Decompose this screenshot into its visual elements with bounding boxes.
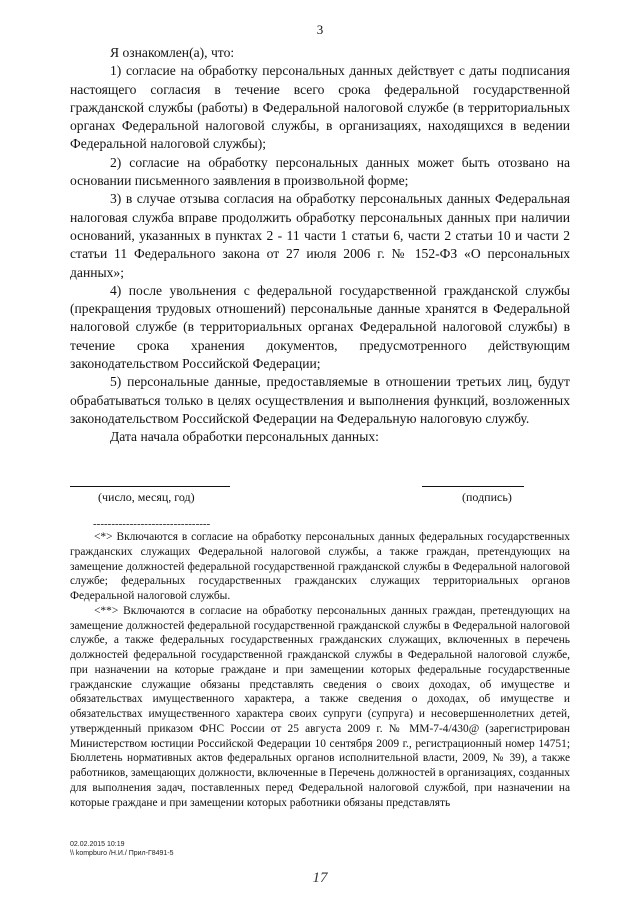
footnote-divider: -------------------------------- bbox=[93, 518, 211, 530]
print-stamp bbox=[70, 840, 174, 858]
consent-item-4: 4) после увольнения с федеральной государственной гражданской службы (прекращения трудовых отношений) персональные данные хранятся в Федеральной налоговой службе (в территориальных органах Федеральной налоговой службы) в течение срока хранения документов, предусмотренного действующим законодательством Российской Федерации; bbox=[70, 282, 570, 372]
date-caption: (число, месяц, год) bbox=[98, 490, 195, 504]
footnote-2: <**> Включаются в согласие на обработку персональных данных граждан, претендующих на замещение должностей федеральной государственной гражданской службы в Федеральной налоговой службе, а также федеральных государственных гражданских служащих, включенных в перечень должностей федеральной государственной гражданской службы в Федеральной налоговой службе, при назначении на которые граждане и при замещении которых федеральные государственные гражданские служащие обязаны представлять сведения о своих доходах, об имуществе и обязательствах имущественного характера, а также сведения о доходах, об имуществе и обязательствах имущественного характера своих супруги (супруга) и несовершеннолетних детей, утвержденный приказом ФНС России от 25 августа 2009 г. № ММ-7-4/430@ (зарегистрирован Министерством юстиции Российской Федерации 10 сентября 2009 г., регистрационный номер 14751; Бюллетень нормативных актов федеральных органов исполнительной власти, 2009, № 39), а также работников, замещающих должности, включенные в Перечень должностей в организациях, созданных для выполнения задач, поставленных перед Федеральной налоговой службой, при назначении на которые граждане и при замещении которых работники обязаны представлять bbox=[70, 604, 570, 809]
date-line bbox=[70, 486, 230, 487]
page-number: 3 bbox=[316, 22, 324, 37]
consent-body bbox=[70, 44, 570, 447]
consent-item-5: 5) персональные данные, предоставляемые в отношении третьих лиц, будут обрабатываться только в целях осуществления и выполнения функций, возложенных законодательством Российской Федерации на Федеральную налоговую службу. bbox=[70, 374, 570, 426]
consent-item-2: 2) согласие на обработку персональных данных может быть отозвано на основании письменного заявления в произвольной форме; bbox=[70, 154, 570, 189]
handwritten-page-mark: 17 bbox=[312, 870, 328, 886]
signature-caption: (подпись) bbox=[462, 490, 512, 504]
intro-line: Я ознакомлен(а), что: bbox=[110, 45, 235, 60]
stamp-source: \\ kompburo /Н.И./ Прил-Г8491-5 bbox=[70, 850, 174, 857]
footnote-1: <*> Включаются в согласие на обработку персональных данных федеральных государственных гражданских служащих Федеральной налоговой службы, а также граждан, претендующих на замещение должностей федеральной государственной гражданской службы в Федеральной налоговой службе; федеральных государственных гражданских служащих территориальных органов Федеральной налоговой службы. bbox=[70, 531, 570, 602]
consent-item-1: 1) согласие на обработку персональных данных действует с даты подписания настоящего согласия в течение всего срока федеральной государственной гражданской службы (работы) в Федеральной налоговой службе (в территориальных органах Федеральной налоговой службы, в организациях, находящихся в ведении Федеральной налоговой службы); bbox=[70, 63, 570, 152]
signature-line bbox=[422, 486, 524, 487]
consent-item-3: 3) в случае отзыва согласия на обработку персональных данных Федеральная налоговая служба вправе продолжить обработку персональных данных при наличии оснований, указанных в пунктах 2 - 11 части 1 статьи 6, части 2 статьи 10 и части 2 статьи 11 Федерального закона от 27 июля 2006 г. № 152-ФЗ «О персональных данных»; bbox=[70, 191, 570, 280]
signature-row bbox=[70, 478, 570, 518]
stamp-datetime: 02.02.2015 10:19 bbox=[70, 841, 125, 848]
footnotes bbox=[70, 530, 570, 810]
processing-start-label: Дата начала обработки персональных данных: bbox=[110, 429, 379, 445]
